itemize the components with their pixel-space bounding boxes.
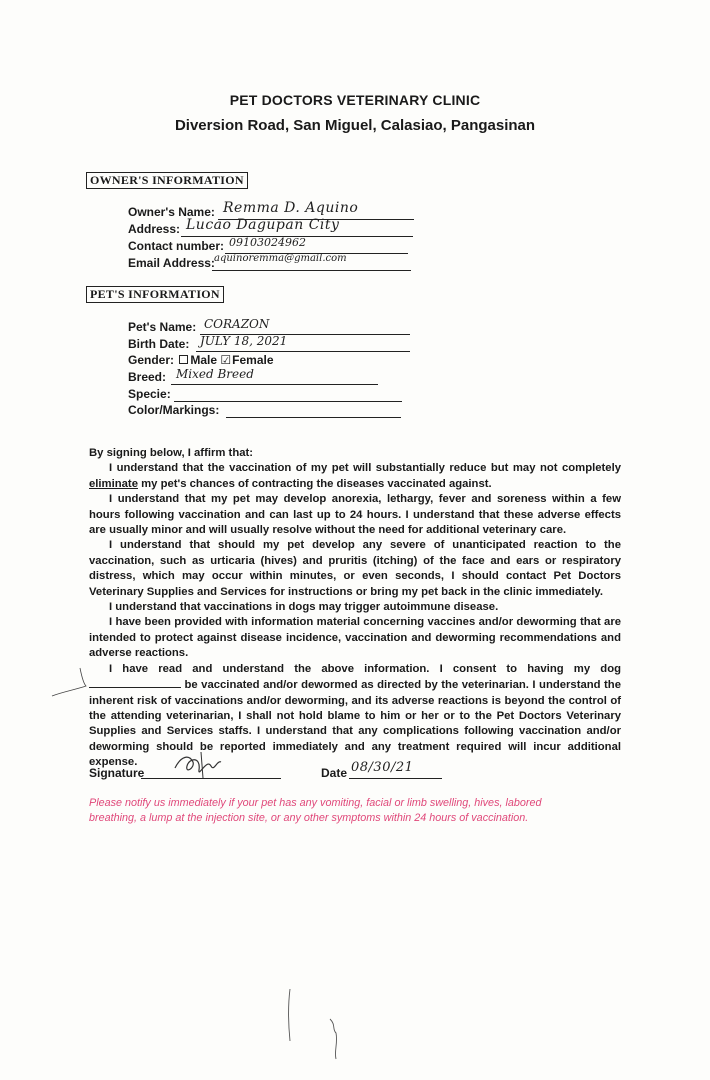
- consent-p6-text-a: I have read and understand the above information. I consent to having my dog: [109, 662, 621, 675]
- date-label: Date: [321, 766, 348, 780]
- pet-breed-value: Mixed Breed: [176, 367, 254, 381]
- consent-paragraph-3: I understand that should my pet develop any severe of unanticipated reaction to the vaccination, such as urticaria (hives) and pruritis (itching) of the face and ears or respiratory distress, which may occur within minutes, or even seconds, I should contact Pet Doctors Veterinary Supplies and Services for instructions or bring my pet back in the clinic immediately.: [89, 539, 621, 598]
- consent-p1-text-a: I understand that the vaccination of my pet will substantially reduce but may not completely: [109, 462, 621, 475]
- owner-section-title: OWNER'S INFORMATION: [86, 172, 248, 189]
- owner-contact-label: Contact number:: [128, 239, 224, 253]
- vaccination-notice: Please notify us immediately if your pet has any vomiting, facial or limb swelling, hives, labored breathing, a lump at the injection site, or any other symptoms within 24 hours of vaccination.: [89, 797, 542, 824]
- consent-p1-underlined: eliminate: [89, 477, 138, 490]
- owner-address-value: Lucao Dagupan City: [186, 217, 340, 233]
- owner-name-value: Remma D. Aquino: [223, 200, 359, 216]
- clinic-address: Diversion Road, San Miguel, Calasiao, Pangasinan: [174, 117, 536, 134]
- signature-label: Signature: [89, 766, 145, 780]
- pet-gender-row: [128, 353, 274, 367]
- date-line[interactable]: [349, 778, 442, 779]
- clinic-name: PET DOCTORS VETERINARY CLINIC: [229, 92, 481, 108]
- gender-male-label: Male: [190, 353, 218, 367]
- consent-paragraph-1: [89, 461, 621, 492]
- pet-breed-line: [171, 383, 378, 385]
- bottom-pen-mark: [270, 985, 360, 1065]
- consent-p1-text-b: my pet's chances of contracting the diseases vaccinated against.: [137, 477, 492, 490]
- owner-email-label: Email Address:: [128, 256, 215, 270]
- pet-specie-line: [174, 400, 402, 402]
- consent-intro: By signing below, I affirm that:: [89, 447, 254, 459]
- gender-male-checkbox[interactable]: [179, 355, 188, 364]
- pet-breed-label: Breed:: [128, 370, 167, 384]
- consent-paragraph-4: I understand that vaccinations in dogs may trigger autoimmune disease.: [109, 601, 499, 614]
- owner-email-line: [212, 269, 411, 271]
- pet-section-title: PET'S INFORMATION: [86, 286, 224, 303]
- pet-color-line: [226, 416, 401, 418]
- consent-body: [89, 446, 621, 771]
- pet-birthdate-value: JULY 18, 2021: [200, 334, 288, 348]
- pet-name-label: Pet's Name:: [128, 320, 197, 334]
- pet-name-value: CORAZON: [204, 317, 270, 331]
- consent-p6-text-b: be vaccinated and/or dewormed as directed by the veterinarian. I understand the inherent risk of vaccinations and/or deworming, and its adverse reactions is beyond the control of the attending veterinarian, I shall not hold blame to him or her or to the Pet Doctors Veterinary Supplies and Services staffs. I understand that any complications following vaccination and/or deworming should be reported immediately and any treatment required will incur additional expense.: [89, 679, 621, 769]
- owner-name-label: Owner's Name:: [128, 205, 215, 219]
- owner-email-value: aquinoremma@gmail.com: [214, 253, 347, 264]
- signature-row: [89, 760, 509, 782]
- owner-contact-value: 09103024962: [229, 236, 306, 249]
- date-value: 08/30/21: [351, 760, 414, 775]
- consent-paragraph-2: I understand that my pet may develop anorexia, lethargy, fever and soreness within a few hours following vaccination and can last up to 24 hours. I understand that these adverse effects are usually minor and will usually resolve without the need for additional veterinary care.: [89, 493, 621, 537]
- owner-address-label: Address:: [128, 222, 181, 236]
- pet-specie-label: Specie:: [128, 387, 171, 401]
- signature-scribble: [171, 748, 231, 784]
- dog-name-blank[interactable]: [89, 677, 181, 688]
- pet-gender-label: Gender:: [128, 353, 175, 367]
- margin-pen-mark: [50, 664, 90, 704]
- check-mark-icon[interactable]: ☑: [220, 353, 232, 367]
- consent-paragraph-5: I have been provided with information material concerning vaccines and/or deworming that are intended to protect against disease incidence, vaccination and deworming recommendations and adverse reactions.: [89, 616, 621, 660]
- gender-female-label: Female: [232, 353, 274, 367]
- pet-birthdate-label: Birth Date:: [128, 337, 190, 351]
- pet-birthdate-line: [196, 350, 410, 352]
- pet-color-label: Color/Markings:: [128, 403, 220, 417]
- consent-paragraph-6: [89, 662, 621, 771]
